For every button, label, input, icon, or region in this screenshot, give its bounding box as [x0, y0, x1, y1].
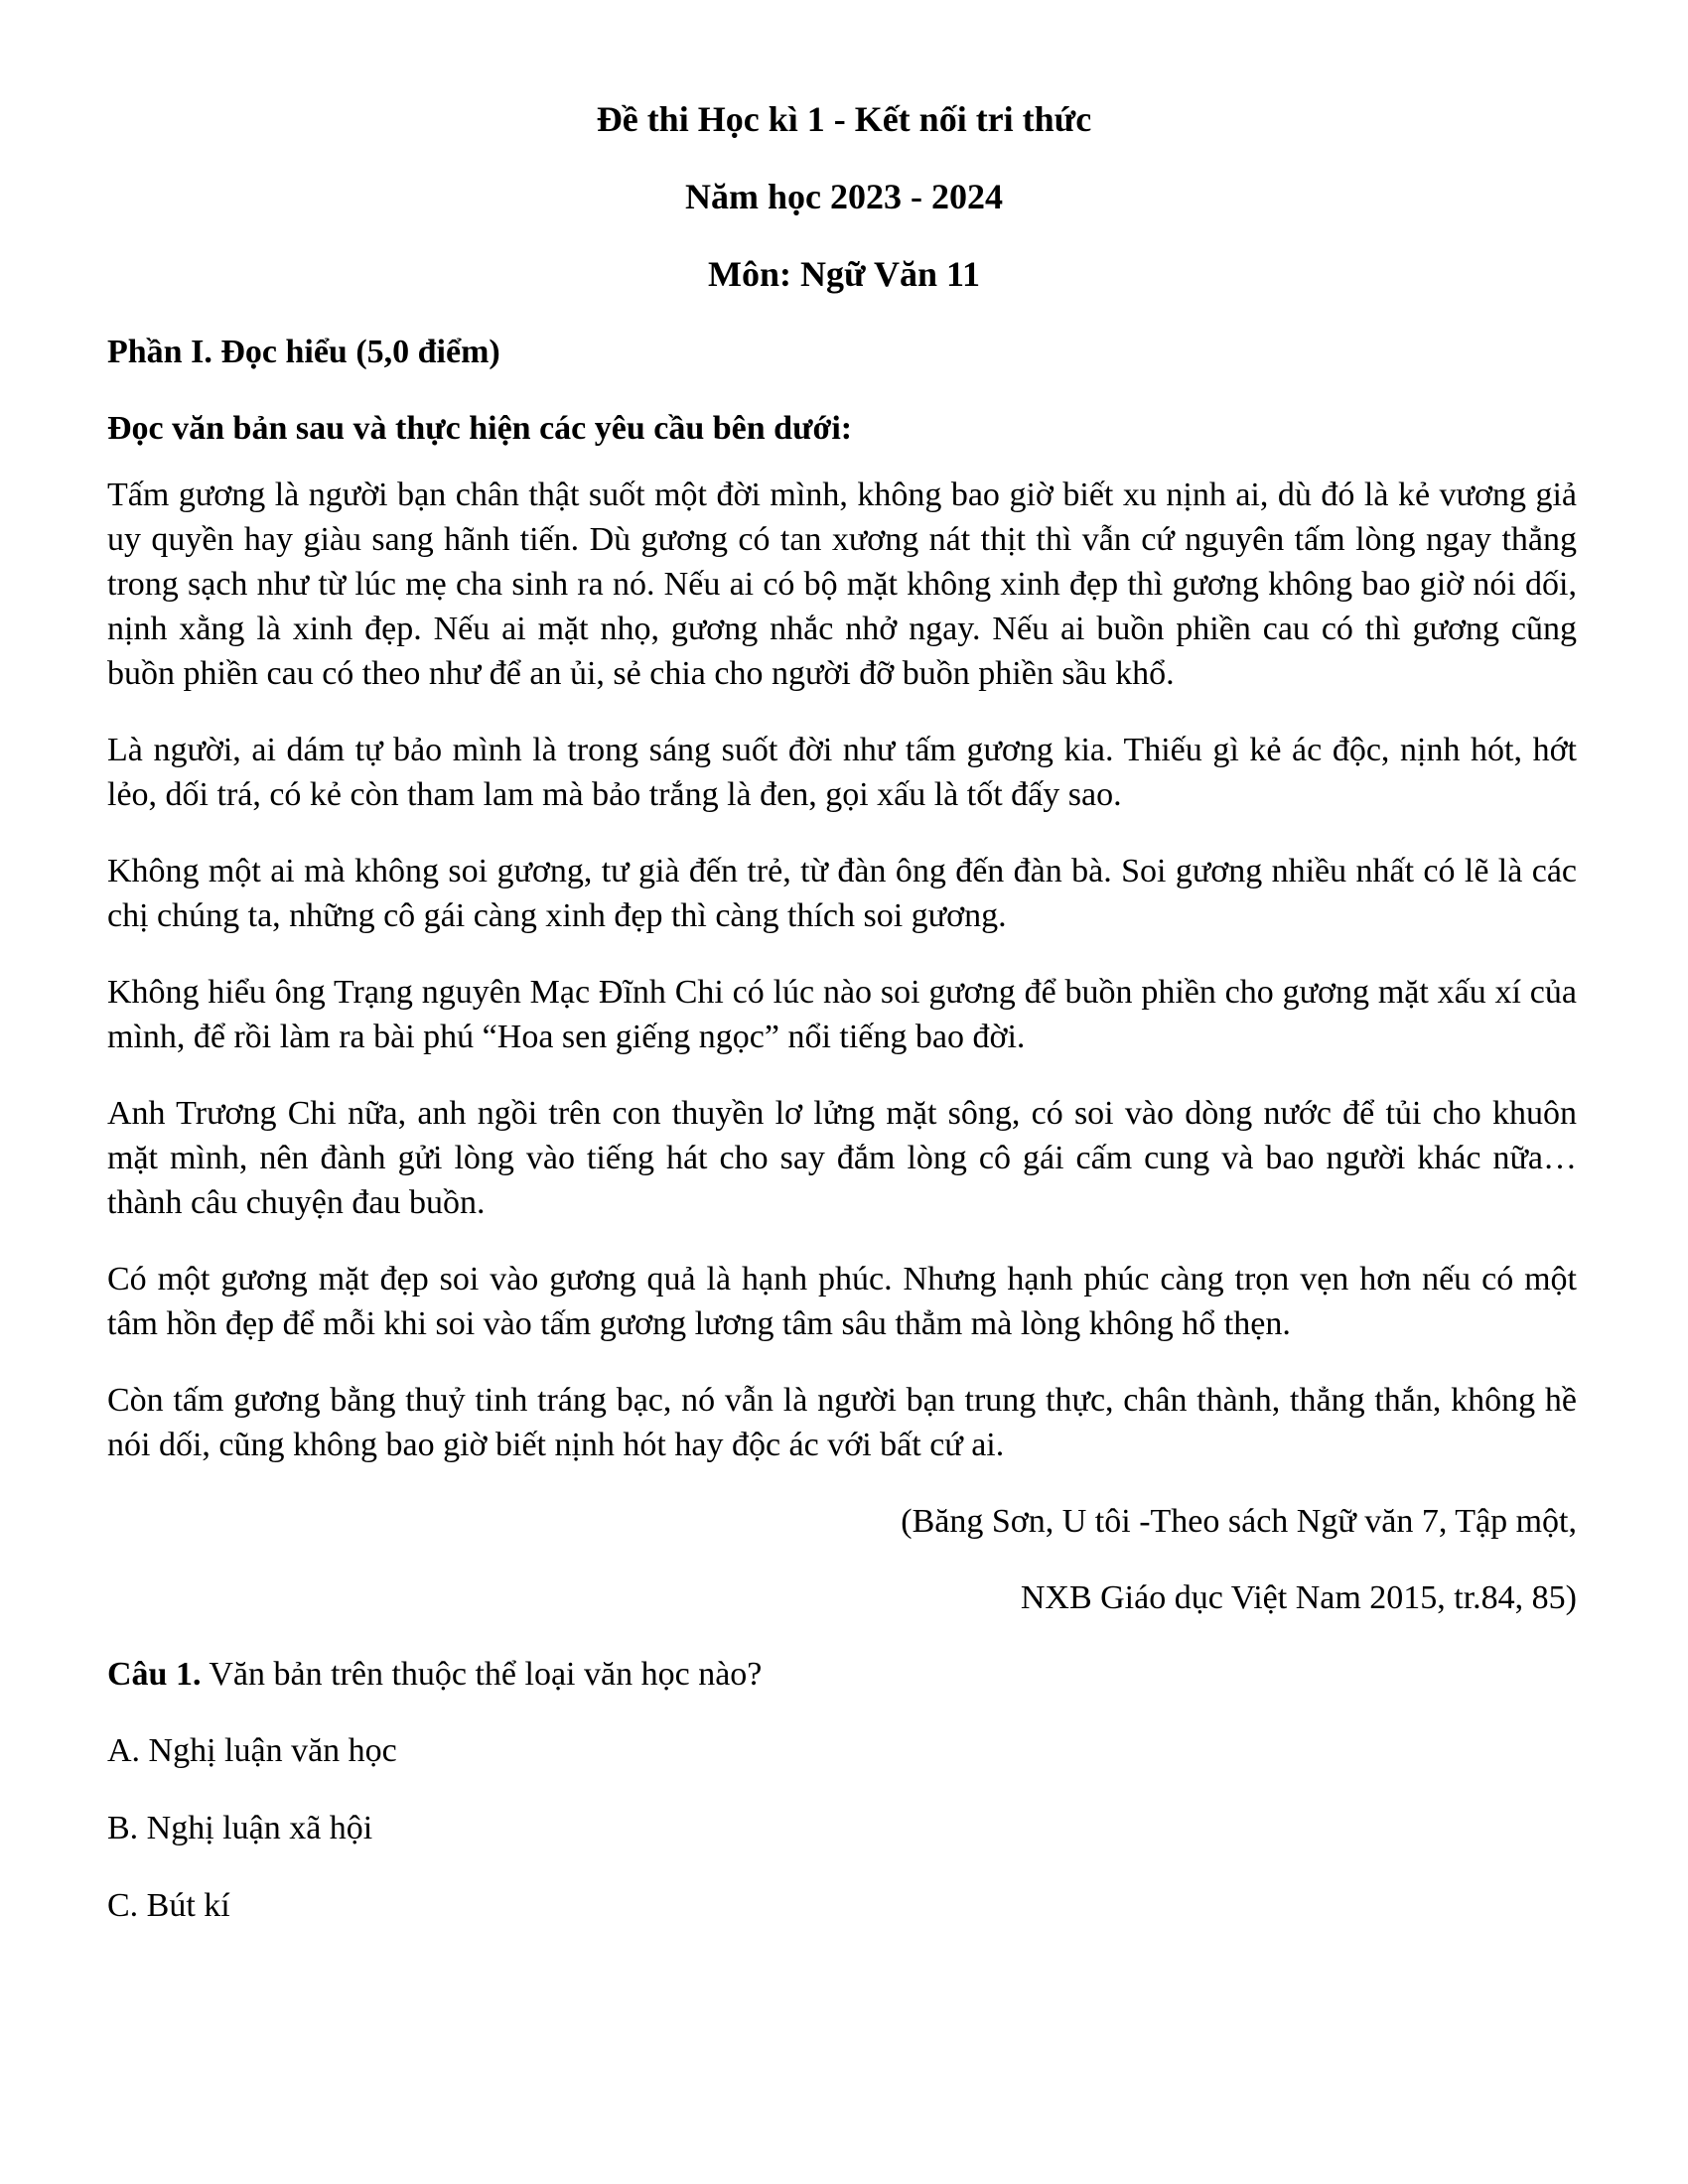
- source-citation-line-1: (Băng Sơn, U tôi -Theo sách Ngữ văn 7, Tập một,: [901, 1503, 1577, 1540]
- question-1: [107, 1652, 1577, 1697]
- subject-line: Môn: Ngữ Văn 11: [708, 254, 980, 294]
- question-1-text: Văn bản trên thuộc thể loại văn học nào?: [201, 1656, 763, 1693]
- exam-content: [107, 330, 1577, 1961]
- section-heading: Phần I. Đọc hiểu (5,0 điểm): [107, 334, 500, 370]
- passage-paragraph: Tấm gương là người bạn chân thật suốt một đời mình, không bao giờ biết xu nịnh ai, dù đó là kẻ vương giả uy quyền hay giàu sang hãnh tiến. Dù gương có tan xương nát thịt thì vẫn cứ nguyên tấm lòng ngay thẳng trong sạch như từ lúc mẹ cha sinh ra nó. Nếu ai có bộ mặt không xinh đẹp thì gương không bao giờ nói dối, nịnh xằng là xinh đẹp. Nếu ai mặt nhọ, gương nhắc nhở ngay. Nếu ai buồn phiền cau có thì gương cũng buồn phiền cau có theo như để an ủi, sẻ chia cho người đỡ buồn phiền sầu khổ.: [107, 477, 1577, 692]
- school-year: Năm học 2023 - 2024: [685, 177, 1003, 216]
- reading-instruction: Đọc văn bản sau và thực hiện các yêu cầu bên dưới:: [107, 410, 853, 447]
- exam-title: Đề thi Học kì 1 - Kết nối tri thức: [596, 99, 1092, 139]
- passage-paragraph: Có một gương mặt đẹp soi vào gương quả là hạnh phúc. Nhưng hạnh phúc càng trọn vẹn hơn nếu có một tâm hồn đẹp để mỗi khi soi vào tấm gương lương tâm sâu thẳm mà lòng không hổ thẹn.: [107, 1261, 1577, 1342]
- answer-option-a: A. Nghị luận văn học: [107, 1732, 397, 1769]
- passage-paragraph: Không một ai mà không soi gương, tư già đến trẻ, từ đàn ông đến đàn bà. Soi gương nhiều nhất có lẽ là các chị chúng ta, những cô gái càng xinh đẹp thì càng thích soi gương.: [107, 853, 1577, 934]
- source-citation-line-2: NXB Giáo dục Việt Nam 2015, tr.84, 85): [1020, 1579, 1577, 1616]
- passage-paragraph: Không hiểu ông Trạng nguyên Mạc Đĩnh Chi có lúc nào soi gương để buồn phiền cho gương mặt xấu xí của mình, để rồi làm ra bài phú “Hoa sen giếng ngọc” nổi tiếng bao đời.: [107, 974, 1577, 1055]
- reading-passage: [107, 473, 1577, 1467]
- passage-paragraph: Anh Trương Chi nữa, anh ngồi trên con thuyền lơ lửng mặt sông, có soi vào dòng nước để tủi cho khuôn mặt mình, nên đành gửi lòng vào tiếng hát cho say đắm lòng cô gái cấm cung và bao người khác nữa… thành câu chuyện đau buồn.: [107, 1095, 1577, 1221]
- question-1-label: Câu 1.: [107, 1656, 202, 1693]
- passage-paragraph: Còn tấm gương bằng thuỷ tinh tráng bạc, nó vẫn là người bạn trung thực, chân thành, thẳng thắn, không hề nói dối, cũng không bao giờ biết nịnh hót hay độc ác với bất cứ ai.: [107, 1382, 1577, 1463]
- passage-paragraph: Là người, ai dám tự bảo mình là trong sáng suốt đời như tấm gương kia. Thiếu gì kẻ ác độc, nịnh hót, hớt lẻo, dối trá, có kẻ còn tham lam mà bảo trắng là đen, gọi xấu là tốt đấy sao.: [107, 732, 1577, 813]
- answer-option-b: B. Nghị luận xã hội: [107, 1810, 373, 1846]
- answer-option-c: C. Bút kí: [107, 1887, 230, 1924]
